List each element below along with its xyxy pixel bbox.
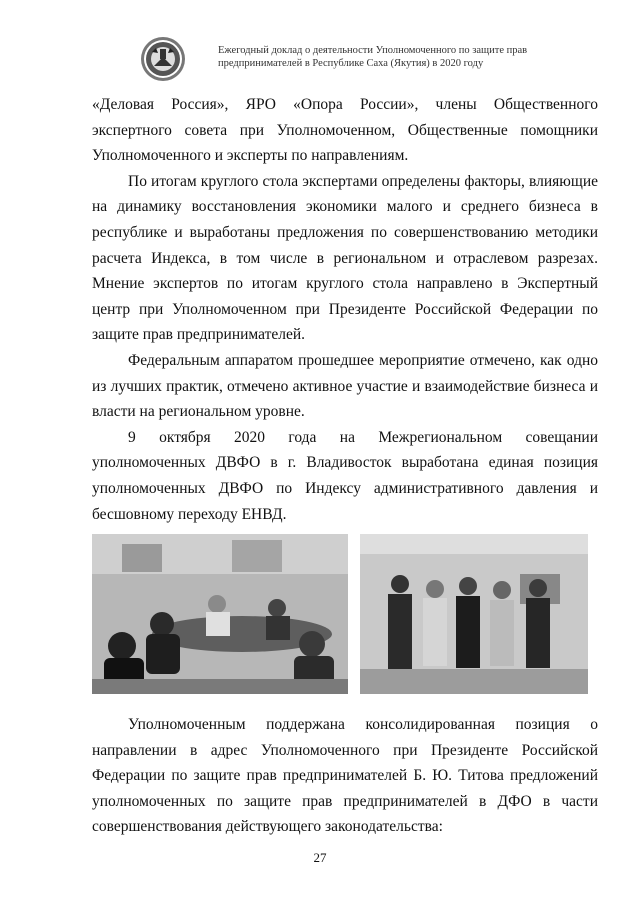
emblem-icon [140,36,186,82]
paragraph: Федеральным аппаратом прошедшее мероприятие отмечено, как одно из лучших практик, отмечено активное участие и взаимодействие бизнеса и власти на региональном уровне. [92,351,598,421]
page-header [140,36,580,84]
page-number: 27 [313,850,327,865]
group-photo [360,534,588,694]
paragraph: «Деловая Россия», ЯРО «Опора России», члены Общественного экспертного совета при Уполномоченном, Общественные помощники Уполномоченного и эксперты по направлениям. [92,96,598,165]
paragraph: 9 октября 2020 года на Межрегиональном совещании уполномоченных ДВФО в г. Владивосток выработана единая позиция уполномоченных ДВФО по Индексу административного давления и бесшовному переходу ЕНВД. [92,428,598,523]
header-title [218,44,578,70]
closing-text [92,712,598,840]
header-line-1: Ежегодный доклад о деятельности Уполномоченного по защите прав [218,45,528,56]
header-line-2: предпринимателей в Республике Саха (Якутия) в 2020 году [218,58,484,69]
main-text [92,92,598,527]
meeting-photo [92,534,348,694]
paragraph: Уполномоченным поддержана консолидированная позиция о направлении в адрес Уполномоченного при Президенте Российской Федерации по защите прав предпринимателей Б. Ю. Титова предложений уполномоченных по защите прав предпринимателей в ДФО в части совершенствования действующего законодательства: [92,716,598,836]
paragraph: По итогам круглого стола экспертами определены факторы, влияющие на динамику восстановления экономики малого и среднего бизнеса в республике и выработаны предложения по совершенствованию методики расчета Индекса, в том числе в региональном и отраслевом разрезах. Мнение экспертов по итогам круглого стола направлено в Экспертный центр при Уполномоченном при Президенте Российской Федерации по защите прав предпринимателей. [92,172,598,344]
